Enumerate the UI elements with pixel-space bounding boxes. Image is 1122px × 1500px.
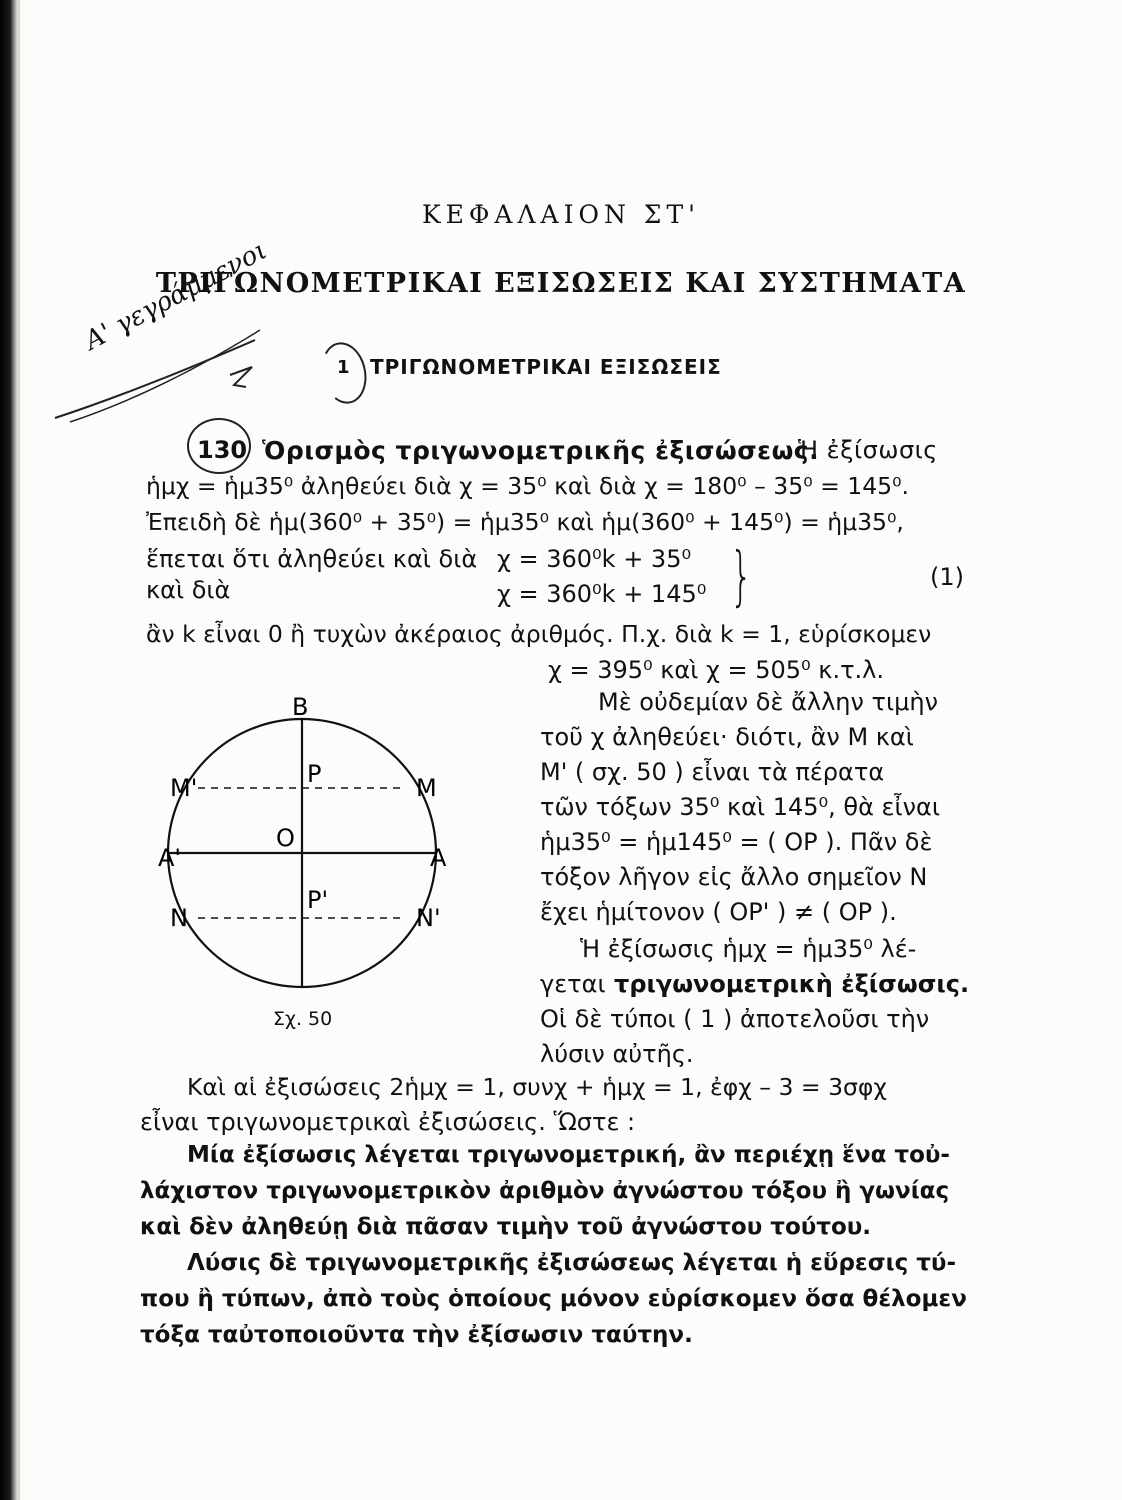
chapter-title: ΤΡΙΓΩΝΟΜΕΤΡΙΚΑΙ ΕΞΙΣΩΣΕΙΣ ΚΑΙ ΣΥΣΤΗΜΑΤΑ: [155, 268, 967, 299]
formula-line: χ = 360⁰k + 145⁰: [497, 580, 707, 608]
text-line: Καὶ αἱ ἐξισώσεις 2ἡμχ = 1, συνχ + ἡμχ = 1, ἐφχ – 3 = 3σφχ: [187, 1073, 888, 1101]
label-O: Ο: [276, 824, 295, 852]
text-line: ἔχει ἡμίτονον ( ΟΡ' ) ≠ ( ΟΡ ).: [540, 898, 897, 926]
defined-term: τριγωνομετρικὴ ἐξίσωσις.: [614, 970, 970, 998]
definition-line: λάχιστον τριγωνομετρικὸν ἀριθμὸν ἀγνώστου τόξου ἢ γωνίας: [140, 1178, 950, 1204]
text-line: Μὲ οὐδεμίαν δὲ ἄλλην τιμὴν: [598, 688, 938, 716]
section-title: ΤΡΙΓΩΝΟΜΕΤΡΙΚΑΙ ΕΞΙΣΩΣΕΙΣ: [370, 355, 722, 379]
definition-line: που ἢ τύπων, ἀπὸ τοὺς ὁποίους μόνον εὑρίσκομεν ὅσα θέλομεν: [140, 1286, 967, 1312]
text-line: Οἱ δὲ τύποι ( 1 ) ἀποτελοῦσι τὴν: [540, 1005, 930, 1033]
text-line: ἂν k εἶναι 0 ἢ τυχὼν ἀκέραιος ἀριθμός. Π.χ. διὰ k = 1, εὑρίσκομεν: [146, 620, 932, 648]
text-line: Ἡ ἐξίσωσις ἡμχ = ἡμ35⁰ λέ-: [580, 935, 917, 963]
text-line: ἡμχ = ἡμ35⁰ ἀληθεύει διὰ χ = 35⁰ καὶ διὰ χ = 180⁰ – 35⁰ = 145⁰.: [146, 472, 909, 500]
text-line: καὶ διὰ: [146, 576, 231, 604]
formula-brace: }: [730, 540, 753, 614]
definition-line: καὶ δὲν ἀληθεύῃ διὰ πᾶσαν τιμὴν τοῦ ἀγνώστου τούτου.: [140, 1214, 872, 1240]
formula-line: χ = 360⁰k + 35⁰: [497, 545, 692, 573]
text-line: χ = 395⁰ καὶ χ = 505⁰ κ.τ.λ.: [548, 656, 884, 684]
label-P-prime: Ρ': [307, 886, 329, 914]
text-line: τῶν τόξων 35⁰ καὶ 145⁰, θὰ εἶναι: [540, 793, 940, 821]
label-A: Α: [430, 844, 447, 872]
text-line: ἡμ35⁰ = ἡμ145⁰ = ( ΟΡ ). Πᾶν δὲ: [540, 828, 933, 856]
text-line: Μ' ( σχ. 50 ) εἶναι τὰ πέρατα: [540, 758, 885, 786]
text-line: εἶναι τριγωνομετρικαὶ ἐξισώσεις. Ὥστε :: [140, 1108, 636, 1136]
text-line: Ἐπειδὴ δὲ ἡμ(360⁰ + 35⁰) = ἡμ35⁰ καὶ ἡμ(360⁰ + 145⁰) = ἡμ35⁰,: [146, 508, 904, 536]
label-M: Μ: [416, 774, 437, 802]
figure-caption: Σχ. 50: [273, 1008, 333, 1030]
handwritten-underline: [50, 320, 270, 430]
text-line: λύσιν αὐτῆς.: [540, 1040, 694, 1068]
text-line: τοῦ χ ἀληθεύει· διότι, ἂν Μ καὶ: [540, 723, 914, 751]
label-B: Β: [292, 693, 309, 721]
text-line: Ἡ ἐξίσωσις: [798, 436, 938, 464]
label-N: Ν: [170, 904, 188, 932]
definition-line: τόξα ταὐτοποιοῦντα τὴν ἐξίσωσιν ταύτην.: [140, 1322, 693, 1348]
section-number: 1: [337, 357, 350, 378]
text-line: τόξον λῆγον εἰς ἄλλο σημεῖον Ν: [540, 863, 928, 891]
label-A-prime: Α': [158, 844, 182, 872]
chapter-heading: ΚΕΦΑΛΑΙΟΝ ΣΤ': [421, 200, 700, 229]
formula-number: (1): [930, 563, 964, 591]
definition-line: Λύσις δὲ τριγωνομετρικῆς ἐξισώσεως λέγεται ἡ εὕρεσις τύ-: [187, 1250, 957, 1276]
unit-circle-figure: [150, 690, 470, 1000]
paragraph-heading: Ὁρισμὸς τριγωνομετρικῆς ἐξισώσεως.: [262, 436, 820, 465]
label-N-prime: Ν': [416, 904, 441, 932]
label-M-prime: Μ': [170, 774, 198, 802]
label-P: Ρ: [307, 760, 322, 788]
text-line: γεται: [540, 970, 606, 998]
handwritten-note: Α' γεγράμμενοι: [80, 235, 272, 357]
paragraph-number: 130: [197, 436, 248, 464]
definition-line: Μία ἐξίσωσις λέγεται τριγωνομετρική, ἂν περιέχῃ ἕνα τοὐ-: [187, 1142, 950, 1168]
text-line: ἕπεται ὅτι ἀληθεύει καὶ διὰ: [146, 545, 478, 573]
